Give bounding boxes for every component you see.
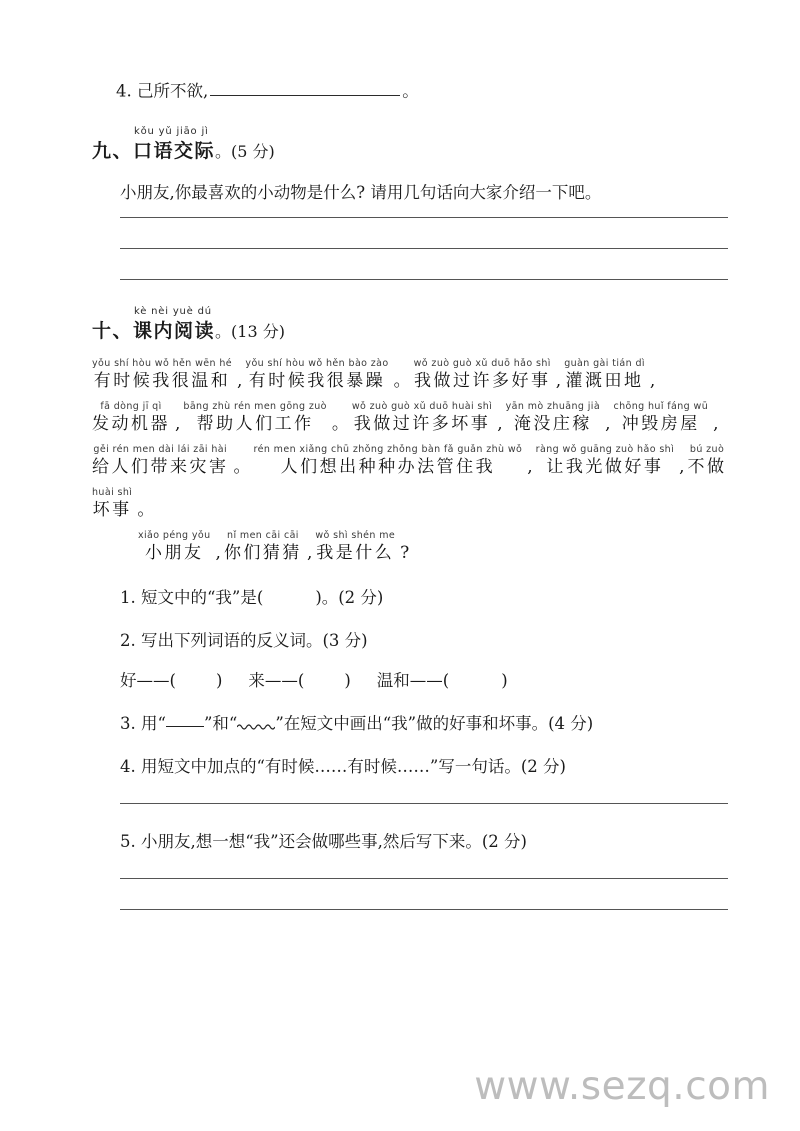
passage-hanzi: 冲毁房屋 (621, 413, 700, 434)
answer-rule[interactable] (120, 909, 728, 910)
reading-question-3-number: 3. (120, 713, 136, 733)
section-nine-score: 。(5 分) (215, 141, 275, 161)
passage-pinyin: chōng huǐ fáng wū (613, 400, 709, 412)
solid-underline-mark (166, 726, 204, 727)
passage-hanzi: 有时候我很温和 (93, 370, 231, 391)
answer-rule[interactable] (120, 248, 728, 249)
answer-rule[interactable] (120, 878, 728, 879)
reading-question-5-text: 小朋友,想一想“我”还会做哪些事,然后写下来。(2 分) (141, 831, 527, 851)
answer-rule[interactable] (120, 803, 728, 804)
carryover-question-period: 。 (402, 81, 419, 101)
passage-pinyin: xiǎo péng yǒu (138, 529, 211, 541)
answer-rule[interactable] (120, 279, 728, 280)
passage-hanzi: 发动机器 (92, 413, 170, 434)
passage-pinyin: wǒ shì shén me (315, 529, 396, 541)
passage-ruby-group (688, 443, 727, 479)
passage-ruby-group (92, 400, 170, 436)
reading-question-2-number: 2. (120, 630, 136, 650)
antonym-pair-1-close: ) (215, 670, 223, 690)
passage-ruby-group (245, 357, 388, 393)
section-nine-number: 九、 (92, 139, 134, 162)
passage-punctuation: , (175, 413, 181, 434)
reading-question-1-tail: )。(2 分) (315, 587, 384, 607)
passage-punctuation: ? (400, 542, 410, 563)
reading-question-3-seg1: 用“ (141, 713, 166, 733)
passage-hanzi: 有时候我很暴躁 (248, 370, 386, 391)
passage-hanzi: 你们猜猜 (223, 542, 302, 563)
section-keneiyuedu (92, 306, 728, 910)
passage-punctuation: , (237, 370, 243, 391)
passage-punctuation: 。 (393, 370, 411, 391)
passage-ruby-group (414, 357, 551, 393)
section-ten-heading (92, 306, 728, 343)
passage-pinyin: yǒu shí hòu wǒ hěn bào zào (245, 357, 389, 369)
passage-line (92, 443, 728, 479)
reading-question-5-answer-lines[interactable] (92, 878, 728, 910)
passage-hanzi: 人们想出种种办法管住我 (280, 456, 496, 477)
passage-punctuation: , (649, 370, 656, 391)
passage-ruby-group (352, 400, 492, 436)
reading-question-3-seg3: ”在短文中画出“我”做的好事和坏事。(4 分) (275, 713, 594, 733)
carryover-question-4 (92, 78, 728, 104)
page-content (92, 78, 728, 910)
passage-punctuation: , (713, 413, 719, 434)
passage-punctuation: , (679, 456, 685, 477)
reading-question-2-text: 写出下列词语的反义词。(3 分) (141, 630, 368, 650)
passage-pinyin: bú zuò (689, 443, 725, 455)
passage-pinyin: ràng wǒ guāng zuò hǎo shì (535, 443, 675, 455)
carryover-answer-blank[interactable] (210, 78, 400, 96)
passage-line (92, 400, 728, 436)
passage-line (92, 357, 728, 393)
passage-pinyin: wǒ zuò guò xǔ duō hǎo shì (413, 357, 551, 369)
passage-hanzi: 我做过许多好事 (413, 370, 551, 391)
passage-ruby-group (315, 529, 395, 565)
passage-ruby-group (183, 400, 326, 436)
section-nine-title: 口语交际 (133, 139, 216, 162)
passage-ruby-group (564, 357, 645, 393)
passage-ruby-group (92, 486, 132, 522)
passage-line (92, 486, 728, 522)
reading-question-1-text: 短文中的“我”是( (141, 587, 264, 607)
passage-punctuation: 。 (331, 413, 349, 434)
antonym-answer-row (92, 667, 728, 691)
passage-hanzi: 坏事 (92, 499, 132, 520)
section-nine-prompt: 小朋友,你最喜欢的小动物是什么? 请用几句话向大家介绍一下吧。 (120, 182, 602, 202)
section-kouyu-jiaoji (92, 126, 728, 280)
passage-pinyin: rén men xiǎng chū zhǒng zhǒng bàn fǎ guǎn zhù wǒ (253, 443, 523, 455)
passage-pinyin: gěi rén men dài lái zāi hài (93, 443, 228, 455)
reading-question-4-number: 4. (120, 756, 136, 776)
passage-ruby-group (224, 529, 302, 565)
carryover-question-text: 己所不欲, (137, 81, 209, 101)
passage-pinyin: huài shì (92, 486, 133, 498)
passage-ruby-group (506, 400, 600, 436)
passage-line (92, 529, 728, 565)
passage-pinyin: yǒu shí hòu wǒ hěn wēn hé (92, 357, 233, 369)
passage-punctuation: , (497, 413, 503, 434)
section-ten-score: 。(13 分) (215, 321, 285, 341)
antonym-pair-1-word: 好——( (120, 670, 176, 690)
passage-hanzi: 不做 (687, 456, 727, 477)
section-nine-heading (92, 126, 728, 163)
section-nine-pinyin: kǒu yǔ jiāo jì (134, 125, 209, 137)
passage-ruby-group (613, 400, 708, 436)
antonym-pair-3-word: 温和——( (376, 670, 450, 690)
reading-question-5-number: 5. (120, 831, 136, 851)
reading-question-1-number: 1. (120, 587, 136, 607)
passage-punctuation: , (527, 456, 533, 477)
passage-pinyin: bāng zhù rén men gōng zuò (183, 400, 327, 412)
passage-hanzi: 我做过许多坏事 (353, 413, 491, 434)
carryover-question-number: 4. (116, 81, 132, 101)
reading-question-2 (92, 627, 728, 651)
passage-ruby-group (92, 443, 229, 479)
passage-ruby-group (254, 443, 523, 479)
reading-question-3 (92, 710, 728, 734)
passage-punctuation: , (306, 542, 313, 563)
passage-ruby-group (138, 529, 211, 565)
reading-question-1 (92, 584, 728, 608)
passage-pinyin: yān mò zhuāng jià (505, 400, 601, 412)
passage-punctuation: , (605, 413, 611, 434)
passage-pinyin: nǐ men cāi cāi (227, 529, 299, 541)
section-ten-title: 课内阅读 (133, 319, 216, 342)
section-ten-pinyin: kè nèi yuè dú (134, 305, 212, 317)
wavy-underline-mark (237, 720, 275, 728)
passage-ruby-group (536, 443, 674, 479)
reading-question-4-text: 用短文中加点的“有时候……有时候……”写一句话。(2 分) (141, 756, 566, 776)
passage-pinyin: wǒ zuò guò xǔ duō huài shì (351, 400, 493, 412)
site-watermark: www.sezq.com (474, 1064, 770, 1109)
passage-punctuation: 。 (233, 456, 251, 477)
reading-passage (92, 357, 728, 565)
passage-pinyin: fā dòng jī qì (100, 400, 162, 412)
antonym-pair-3-close: ) (501, 670, 508, 690)
antonym-pair-2-word: 来——( (248, 670, 305, 690)
antonym-pair-2-close: ) (344, 670, 351, 690)
passage-hanzi: 淹没庄稼 (513, 413, 592, 434)
passage-punctuation: , (555, 370, 562, 391)
reading-question-4 (92, 753, 728, 777)
section-ten-number: 十、 (92, 319, 134, 342)
passage-hanzi: 让我光做好事 (546, 456, 664, 477)
passage-ruby-group (92, 357, 232, 393)
passage-punctuation: 。 (137, 499, 155, 520)
passage-punctuation: , (215, 542, 221, 563)
reading-question-3-seg2: ”和“ (203, 713, 238, 733)
reading-question-5 (92, 828, 728, 852)
passage-hanzi: 给人们带来灾害 (92, 456, 229, 477)
passage-pinyin: guàn gài tián dì (564, 357, 645, 369)
passage-hanzi: 我是什么 (316, 542, 395, 563)
passage-hanzi: 灌溉田地 (565, 370, 644, 391)
answer-rule[interactable] (120, 217, 728, 218)
passage-hanzi: 小朋友 (145, 542, 204, 563)
reading-question-4-answer-lines[interactable] (92, 803, 728, 804)
passage-hanzi: 帮助人们工作 (196, 413, 314, 434)
section-nine-answer-lines[interactable] (92, 217, 728, 280)
